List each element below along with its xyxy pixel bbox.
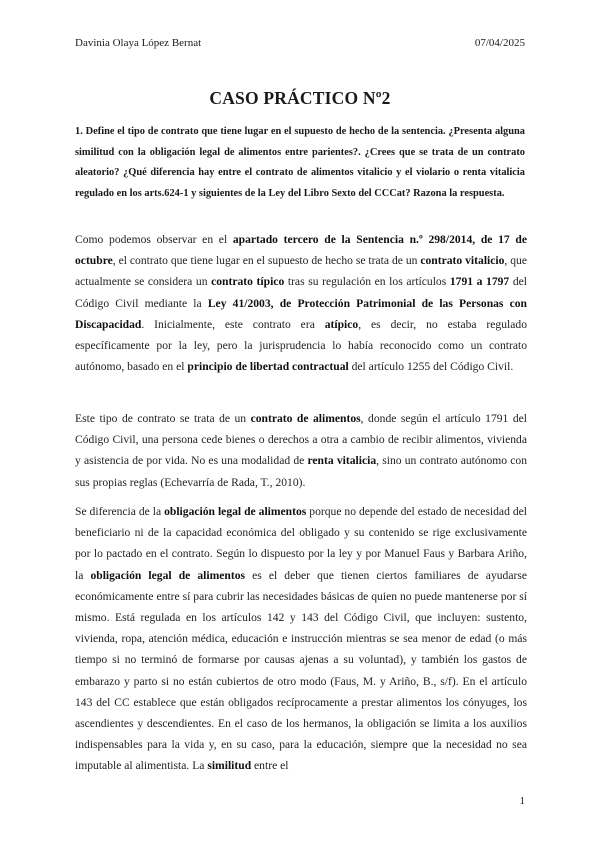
bold-span: renta vitalicia xyxy=(307,454,377,468)
bold-span: atípico xyxy=(324,317,359,331)
bold-span: apartado tercero de la Sentencia n.º 298/2014, de 17 de octubre xyxy=(75,233,527,268)
text-span: , donde según el artículo 1791 del Código Civil, una persona cede bienes o derechos a otra a cambio de recibir alimentos, vivienda y asistencia de por vida. No es una modalidad de xyxy=(75,412,527,468)
text-span: entre el xyxy=(251,759,289,773)
text-span: . Inicialmente, este contrato era xyxy=(141,317,325,331)
paragraph-2 xyxy=(75,408,527,493)
bold-span: similitud xyxy=(207,759,252,773)
bold-span: 1791 a 1797 xyxy=(449,275,510,289)
paragraph-1 xyxy=(75,229,527,377)
text-span: tras su regulación en los artículos xyxy=(284,275,450,289)
bold-span: contrato vitalicio xyxy=(420,254,505,268)
header-date: 07/04/2025 xyxy=(474,37,525,49)
bold-span: obligación legal de alimentos xyxy=(90,568,246,582)
text-span: del artículo 1255 del Código Civil. xyxy=(348,360,514,374)
text-span: , el contrato que tiene lugar en el supuesto de hecho se trata de un xyxy=(112,254,421,268)
text-span: , que actualmente se considera un xyxy=(75,254,527,289)
text-span: Este tipo de contrato se trata de un xyxy=(75,412,251,425)
text-span: Se diferencia de la xyxy=(75,505,165,518)
text-span: , sino un contrato autónomo con sus propias reglas (Echevarría de Rada, T., 2010). xyxy=(75,454,528,489)
question-text: 1. Define el tipo de contrato que tiene lugar en el supuesto de hecho de la sentencia. ¿Presenta alguna similitud con la obligación legal de alimentos entre parientes?. ¿Crees que se trata de un contrato aleatorio? ¿Qué diferencia hay entre el contrato de alimentos vitalicio y el violario o renta vitalicia regulado en los arts.624-1 y siguientes de la Ley del Libro Sexto del CCCat? Razona la respuesta. xyxy=(75,126,525,199)
paragraph-3 xyxy=(75,501,527,777)
bold-span: contrato típico xyxy=(211,275,285,289)
header-author: Davinia Olaya López Bernat xyxy=(75,37,202,49)
text-span: Como podemos observar en el xyxy=(75,233,233,246)
bold-span: principio de libertad contractual xyxy=(187,360,349,374)
text-span: es el deber que tienen ciertos familiares de ayudarse económicamente entre sí para cubrir las necesidades básicas de quien no puede mantenerse por sí mismo. Está regulada en los artículos 142 y 143 del Código Civil, que incluyen: sustento, vivienda, ropa, atención médica, educación e instrucción mientras se sea menor de edad (o más tiempo si no terminó de formarse por causas ajenas a su voluntad), y también los gastos de embarazo y parto si no están cubiertos de otro modo (Faus, M. y Ariño, B., s/f). En el artículo 143 del CC establece que están obligados recíprocamente a prestar alimentos los cónyuges, los ascendientes y descendientes. En el caso de los hermanos, la obligación se limita a los auxilios indispensables para la vida y, en su caso, para la educación, siempre que la necesidad no sea imputable al alimentista. La xyxy=(75,568,527,773)
bold-span: contrato de alimentos xyxy=(250,412,361,425)
bold-span: Ley 41/2003, de Protección Patrimonial de las Personas con Discapacidad xyxy=(75,296,527,331)
page-number: 1 xyxy=(519,795,525,807)
bold-span: obligación legal de alimentos xyxy=(164,505,307,518)
page-title: CASO PRÁCTICO Nº2 xyxy=(209,88,391,108)
text-span: del Código Civil mediante la xyxy=(75,275,528,310)
text-span: , es decir, no estaba regulado específicamente por la ley, pero la jurisprudencia lo había reconocido como un contrato autónomo, basado en el xyxy=(75,317,527,374)
text-span: porque no depende del estado de necesidad del beneficiario ni de la capacidad económica del obligado y su contenido se rige exclusivamente por lo pactado en el contrato. Según lo dispuesto por la ley y por Manuel Faus y Barbara Ariño, la xyxy=(75,505,528,582)
